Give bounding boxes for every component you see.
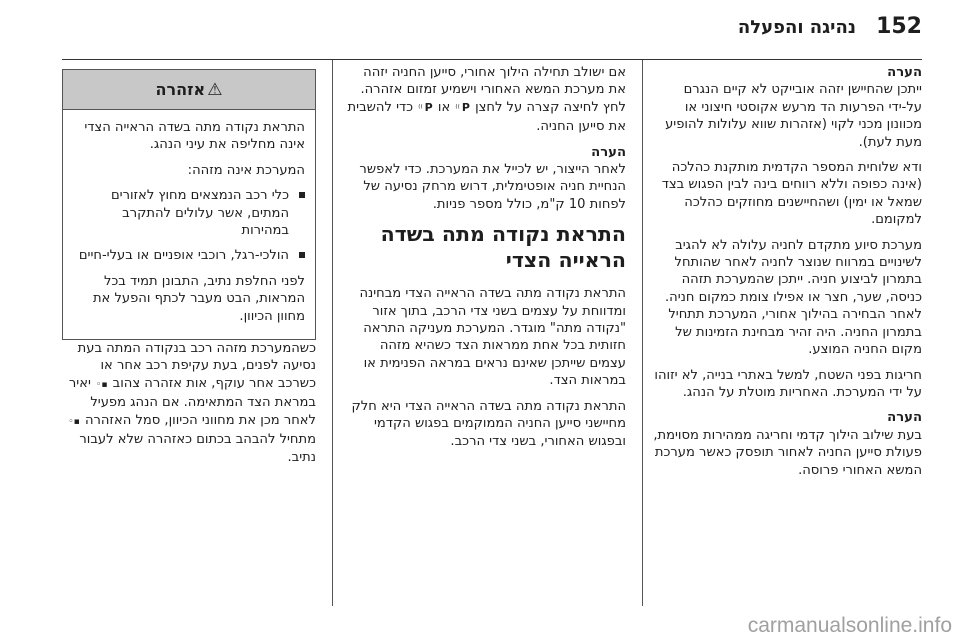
paragraph bbox=[62, 340, 316, 466]
bullet-icon bbox=[299, 252, 305, 258]
warning-header bbox=[63, 70, 315, 110]
paragraph: התראת נקודה מתה בשדה הראייה הצדי מבחינה ומדווחת על עצמים בשני צדי הרכב, בתוך אזור "נקודה מתה" מוגדר. המערכת מעניקה התראה חזותית בכל אחת ממראות הצד כשהיא מזהה עצמים שייתכן שאינם נראים במראה הפנימית או במראות הצד. bbox=[359, 286, 626, 389]
note-text: בעת שילוב הילוך קדמי וחריגה ממהירות מסוימת, פעולת סייען החניה לאחור תופסק כאשר מערכת המשא האחורי פרוסה. bbox=[653, 427, 922, 478]
blind-spot-symbol-icon: ▪︎◦ bbox=[68, 416, 80, 427]
sensor-waves-icon: ⁾⁾ bbox=[455, 103, 460, 114]
paragraph-text: יאיר במראת הצד המתאימה. אם הנהג מפעיל לאחר מכן את מחווני הכיוון, סמל האזהרה bbox=[68, 375, 316, 428]
paragraph bbox=[344, 64, 626, 136]
note-heading: הערה bbox=[591, 144, 626, 160]
paragraph: מערכת סיוע מתקדם לחניה עלולה לא להגיב לשינויים במרווח שנוצר לחניה לאחר שהותחל בתמרון לביצוע חניה. ייתכן שהמערכת תזהה כניסה, שער, חצר או אפילו צומת כמקום חניה. לאחר הבחירה בהילוך אחורי, המערכת תתחיל בתמרון החניה. היה זהיר מבחינת הזמינות של מקום החניה המוצע. bbox=[664, 237, 922, 358]
warning-text: התראת נקודה מתה בשדה הראייה הצדי אינה מחליפה את עיני הנהג. bbox=[84, 120, 305, 153]
header-rule bbox=[62, 59, 922, 60]
page-number: 152 bbox=[876, 14, 922, 39]
paragraph: חריגות בפני השטח, למשל באתרי בנייה, לא יזוהו על ידי המערכת. האחריות מוטלת על הנהג. bbox=[654, 367, 922, 400]
warning-text: המערכת אינה מזהה: bbox=[187, 162, 305, 178]
note-text: לאחר הייצור, יש לכייל את המערכת. כדי לאפשר הנחיית חניה אופטימלית, דרוש מרחק נסיעה של לפחות 10 ק"מ, כולל מספר פניות. bbox=[359, 162, 626, 212]
park-assist-button-icon: P bbox=[424, 100, 433, 114]
list-item-text: הולכי-רגל, רוכבי אופניים או בעלי-חיים bbox=[78, 248, 289, 264]
paragraph-text: מתחיל להבהב בכתום כאזהרה שלא לעבור נתיב. bbox=[79, 432, 316, 465]
column-left bbox=[62, 69, 316, 474]
paragraph-text: כשהמערכת מזהה רכב בנקודה המתה בעת נסיעה לפנים, בעת עקיפת רכב אחר או כשרכב אחר עוקף, אות אזהרה צהוב bbox=[77, 341, 316, 391]
list-item bbox=[71, 187, 305, 239]
sensor-waves-icon: ⁾⁾ bbox=[418, 103, 423, 114]
paragraph: ודא שלוחית המספר הקדמית מותקנת כהלכה (אינה כפופה וללא רווחים בינה לבין הפגוש בצד שמאל או ימין) ושהחיישנים מחוזקים כהלכה למקומם. bbox=[661, 160, 922, 228]
paragraph-text: או bbox=[437, 99, 451, 115]
blind-spot-symbol-icon: ▪︎◦ bbox=[96, 379, 108, 390]
watermark: carmanualsonline.info bbox=[747, 614, 952, 637]
paragraph: התראת נקודה מתה בשדה הראייה הצדי היא חלק מחיישני סייען החניה הממוקמים בפגוש הקדמי ובפגוש האחורי, בשני צדי הרכב. bbox=[351, 398, 626, 449]
page-header bbox=[62, 14, 922, 44]
column-divider-right bbox=[642, 60, 643, 606]
park-assist-button-icon: P bbox=[461, 100, 470, 114]
warning-list bbox=[71, 187, 305, 265]
paragraph-text: אם ישולב תחילה הילוך אחורי, סייען החניה יזהה את מערכת המשא האחורי וישמיע זמזום אזהרה. לחץ לחיצה קצרה על לחצן bbox=[360, 65, 626, 115]
column-divider-left bbox=[332, 60, 333, 606]
list-item-text: כלי רכב הנמצאים מחוץ לאזורים המתים, אשר עלולים להתקרב במהירות bbox=[110, 188, 289, 239]
warning-box bbox=[62, 69, 316, 340]
list-item bbox=[71, 247, 305, 264]
page-title: נהיגה והפעלה bbox=[737, 17, 856, 38]
bullet-icon bbox=[299, 192, 305, 198]
column-right bbox=[650, 64, 922, 487]
warning-text: לפני החלפת נתיב, התבונן תמיד בכל המראות, הבט מעבר לכתף והפעל את מחוון הכיוון. bbox=[92, 273, 305, 324]
section-title: התראת נקודה מתה בשדה הראייה הצדי bbox=[380, 222, 626, 273]
note-heading: הערה bbox=[887, 65, 922, 80]
warning-title: אזהרה bbox=[155, 80, 206, 99]
warning-triangle-icon: ⚠ bbox=[207, 80, 223, 100]
column-middle bbox=[344, 64, 626, 458]
note-heading: הערה bbox=[887, 410, 922, 426]
note-text: ייתכן שהחיישן יזהה אובייקט לא קיים הנגרם על-ידי הפרעות הד מרעש אקוסטי חיצוני או מכוונון מכני לקוי (אזהרות שווא עלולות להופיע מעת לעת). bbox=[665, 82, 922, 150]
warning-body bbox=[63, 110, 315, 339]
paragraph-text: כדי להשבית את סייען החניה. bbox=[347, 99, 626, 135]
